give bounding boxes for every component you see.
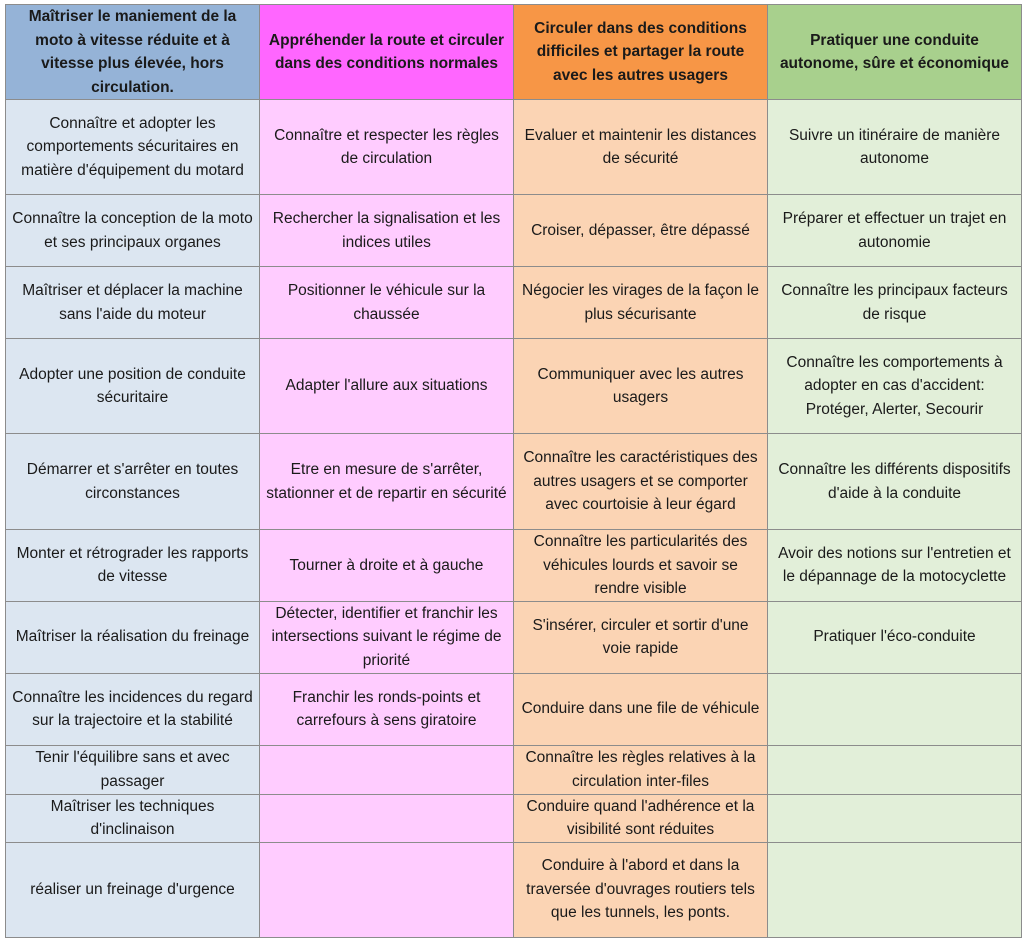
table-cell: Connaître les règles relatives à la circulation inter-files	[514, 745, 768, 794]
table-cell: Maîtriser la réalisation du freinage	[6, 601, 260, 673]
table-cell: Avoir des notions sur l'entretien et le dépannage de la motocyclette	[768, 530, 1022, 602]
table-cell: Monter et rétrograder les rapports de vitesse	[6, 530, 260, 602]
table-cell: Adopter une position de conduite sécuritaire	[6, 339, 260, 434]
table-cell: Connaître les caractéristiques des autres usagers et se comporter avec courtoisie à leur égard	[514, 434, 768, 530]
table-cell: Connaître la conception de la moto et ses principaux organes	[6, 195, 260, 267]
table-cell: Franchir les ronds-points et carrefours à sens giratoire	[260, 673, 514, 745]
table-cell: Positionner le véhicule sur la chaussée	[260, 267, 514, 339]
table-cell: Communiquer avec les autres usagers	[514, 339, 768, 434]
header-cell: Appréhender la route et circuler dans des conditions normales	[260, 5, 514, 100]
header-cell: Maîtriser le maniement de la moto à vitesse réduite et à vitesse plus élevée, hors circulation.	[6, 5, 260, 100]
table-cell: Connaître les incidences du regard sur la trajectoire et la stabilité	[6, 673, 260, 745]
table-row	[6, 794, 1022, 842]
table-cell	[260, 842, 514, 937]
table-cell: Connaître les différents dispositifs d'aide à la conduite	[768, 434, 1022, 530]
table-cell: Conduire quand l'adhérence et la visibilité sont réduites	[514, 794, 768, 842]
table-cell: Démarrer et s'arrêter en toutes circonstances	[6, 434, 260, 530]
table-cell	[768, 745, 1022, 794]
table-cell: Rechercher la signalisation et les indices utiles	[260, 195, 514, 267]
table-row	[6, 195, 1022, 267]
table-row	[6, 434, 1022, 530]
table-cell: réaliser un freinage d'urgence	[6, 842, 260, 937]
table-cell: Connaître les comportements à adopter en cas d'accident: Protéger, Alerter, Secourir	[768, 339, 1022, 434]
table-row	[6, 100, 1022, 195]
table-cell	[768, 673, 1022, 745]
table-cell: Conduire dans une file de véhicule	[514, 673, 768, 745]
table-cell: Evaluer et maintenir les distances de sécurité	[514, 100, 768, 195]
table-cell	[768, 794, 1022, 842]
table-cell: Connaître les principaux facteurs de risque	[768, 267, 1022, 339]
table-row	[6, 673, 1022, 745]
table-cell: Adapter l'allure aux situations	[260, 339, 514, 434]
table-row	[6, 530, 1022, 602]
table-cell: Etre en mesure de s'arrêter, stationner et de repartir en sécurité	[260, 434, 514, 530]
table-row	[6, 267, 1022, 339]
table-cell: Préparer et effectuer un trajet en autonomie	[768, 195, 1022, 267]
table-cell: Croiser, dépasser, être dépassé	[514, 195, 768, 267]
table-row	[6, 745, 1022, 794]
competency-table	[5, 4, 1022, 938]
table-cell: S'insérer, circuler et sortir d'une voie rapide	[514, 601, 768, 673]
header-cell: Circuler dans des conditions difficiles et partager la route avec les autres usagers	[514, 5, 768, 100]
table-cell	[260, 794, 514, 842]
table-cell: Suivre un itinéraire de manière autonome	[768, 100, 1022, 195]
table-cell: Conduire à l'abord et dans la traversée d'ouvrages routiers tels que les tunnels, les ponts.	[514, 842, 768, 937]
table-cell: Tourner à droite et à gauche	[260, 530, 514, 602]
table-cell: Détecter, identifier et franchir les intersections suivant le régime de priorité	[260, 601, 514, 673]
table-cell: Connaître et adopter les comportements sécuritaires en matière d'équipement du motard	[6, 100, 260, 195]
header-row	[6, 5, 1022, 100]
table-cell	[768, 842, 1022, 937]
header-cell: Pratiquer une conduite autonome, sûre et économique	[768, 5, 1022, 100]
table-cell: Pratiquer l'éco-conduite	[768, 601, 1022, 673]
table-cell: Négocier les virages de la façon le plus sécurisante	[514, 267, 768, 339]
table-cell: Maîtriser et déplacer la machine sans l'aide du moteur	[6, 267, 260, 339]
table-cell: Connaître et respecter les règles de circulation	[260, 100, 514, 195]
table-cell: Tenir l'équilibre sans et avec passager	[6, 745, 260, 794]
table-row	[6, 842, 1022, 937]
table-cell	[260, 745, 514, 794]
table-row	[6, 339, 1022, 434]
table-row	[6, 601, 1022, 673]
table-cell: Connaître les particularités des véhicules lourds et savoir se rendre visible	[514, 530, 768, 602]
table-cell: Maîtriser les techniques d'inclinaison	[6, 794, 260, 842]
